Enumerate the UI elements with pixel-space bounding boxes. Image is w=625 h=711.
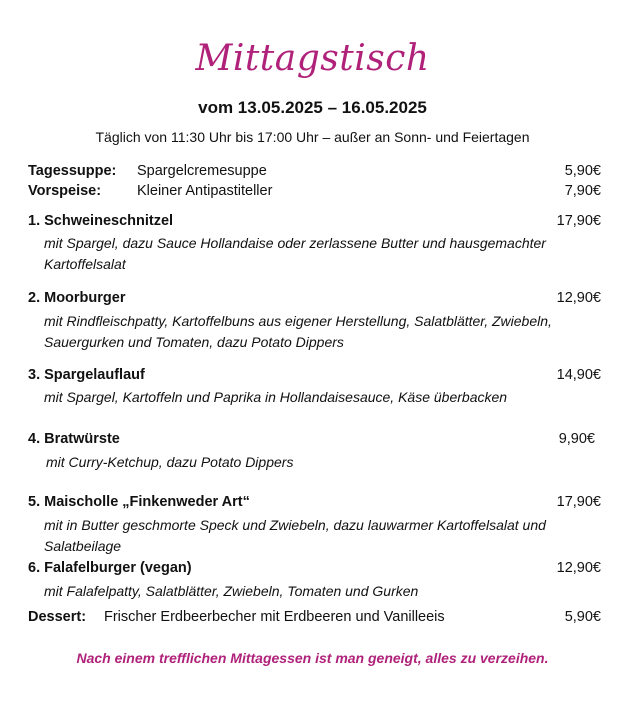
starter-price-soup: 5,90€ [564, 163, 601, 179]
starter-label-soup: Tagessuppe: [28, 163, 117, 179]
starter-text-appetizer: Kleiner Antipastiteller [137, 183, 273, 199]
dish-description: mit Spargel, dazu Sauce Hollandaise oder zerlassene Butter und hausgemachter Kartoffelsalat [44, 235, 546, 272]
dish-description: mit Curry-Ketchup, dazu Potato Dippers [46, 454, 294, 470]
closing-quote: Nach einem trefflichen Mittagessen ist man geneigt, alles zu verzeihen. [76, 650, 549, 666]
dish-price: 17,90€ [556, 213, 601, 229]
dish-price: 9,90€ [558, 431, 595, 447]
dish-description: mit Falafelpatty, Salatblätter, Zwiebeln, Tomaten und Gurken [44, 583, 419, 599]
date-range: vom 13.05.2025 – 16.05.2025 [198, 98, 427, 117]
dessert-text: Frischer Erdbeerbecher mit Erdbeeren und Vanilleeis [104, 609, 445, 625]
dish-description: mit Spargel, Kartoffeln und Paprika in Hollandaisesauce, Käse überbacken [44, 389, 508, 405]
menu-title: Mittagstisch [195, 38, 430, 79]
dish-price: 17,90€ [556, 494, 601, 510]
dish-price: 14,90€ [556, 367, 601, 383]
dish-price: 12,90€ [556, 560, 601, 576]
dish-name: 5. Maischolle „Finkenweder Art“ [28, 494, 250, 510]
starter-text-soup: Spargelcremesuppe [137, 163, 267, 179]
dish-description: mit in Butter geschmorte Speck und Zwiebeln, dazu lauwarmer Kartoffelsalat und Salatbeilage [44, 517, 546, 554]
dessert-price: 5,90€ [564, 609, 601, 625]
starter-price-appetizer: 7,90€ [564, 183, 601, 199]
starter-label-appetizer: Vorspeise: [28, 183, 102, 199]
dessert-label: Dessert: [28, 609, 87, 625]
dish-name: 2. Moorburger [28, 290, 126, 306]
dish-name: 4. Bratwürste [28, 431, 120, 447]
dish-name: 3. Spargelauflauf [28, 367, 145, 383]
dish-description: mit Rindfleischpatty, Kartoffelbuns aus eigener Herstellung, Salatblätter, Zwiebeln, Sauergurken und Tomaten, dazu Potato Dippers [44, 313, 552, 350]
dish-price: 12,90€ [556, 290, 601, 306]
opening-hours: Täglich von 11:30 Uhr bis 17:00 Uhr – außer an Sonn- und Feiertagen [95, 129, 530, 145]
dish-name: 1. Schweineschnitzel [28, 213, 174, 229]
dish-name: 6. Falafelburger (vegan) [28, 560, 192, 576]
